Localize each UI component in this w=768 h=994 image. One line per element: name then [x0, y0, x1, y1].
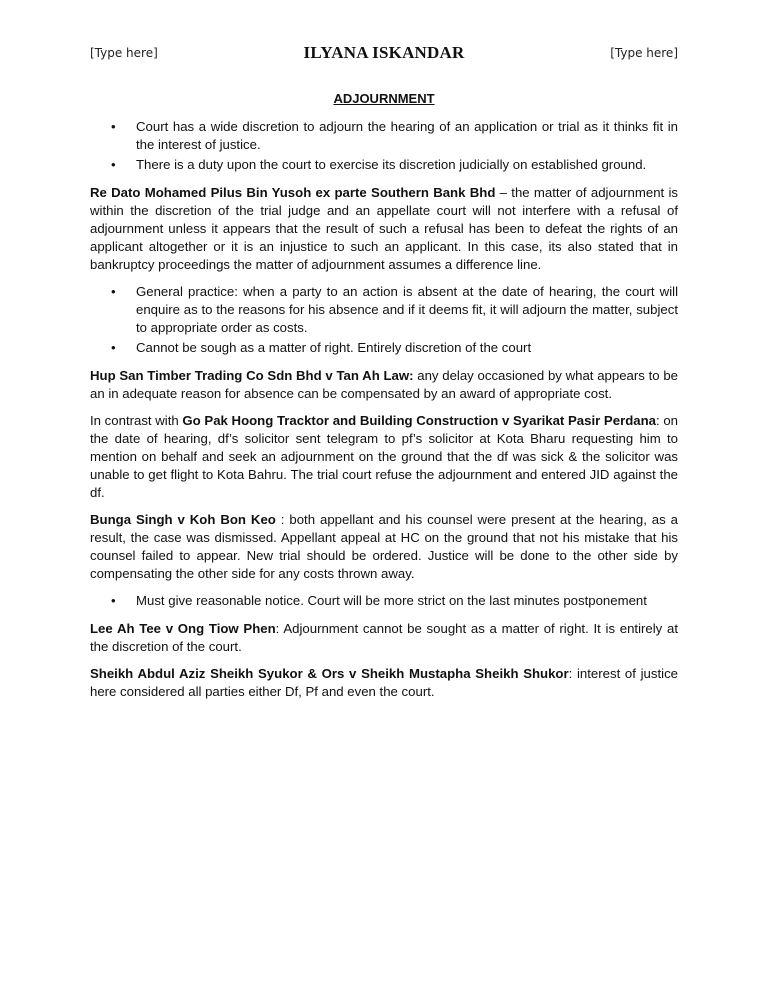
bullet-list-2 — [90, 283, 678, 357]
paragraph-lead: In contrast with — [90, 413, 183, 428]
paragraph-text: any delay occasioned by what appears to be an in adequate reason for absence can be compensated by an award of appropriate cost. — [90, 368, 678, 401]
case-name: Sheikh Abdul Aziz Sheikh Syukor & Ors v Sheikh Mustapha Sheikh Shukor — [90, 666, 569, 681]
paragraph-text: : interest of justice here considered all parties either Df, Pf and even the court. — [90, 666, 678, 699]
paragraph-hup-san — [90, 367, 678, 403]
paragraph-bunga-singh — [90, 511, 678, 583]
case-name: Bunga Singh v Koh Bon Keo — [90, 512, 276, 527]
list-item: • There is a duty upon the court to exercise its discretion judicially on established ground. — [136, 156, 678, 174]
case-name: Re Dato Mohamed Pilus Bin Yusoh ex parte Southern Bank Bhd — [90, 185, 496, 200]
list-item: • General practice: when a party to an action is absent at the date of hearing, the court will enquire as to the reasons for his absence and if it deems fit, it will adjourn the matter, subject to appropriate order as costs. — [136, 283, 678, 337]
bullet-list-1 — [90, 118, 678, 174]
case-name: Lee Ah Tee v Ong Tiow Phen — [90, 621, 276, 636]
header-right: [Type here] — [610, 46, 678, 60]
paragraph-text: : on the date of hearing, df’s solicitor sent telegram to pf’s solicitor at Kota Bharu requesting him to mention on behalf and seek an adjournment on the ground that the df was sick & the solicitor was unable to get flight to Kota Bahru. The trial court refuse the adjournment and entered JID against the df. — [90, 413, 678, 500]
document-title: ADJOURNMENT — [333, 91, 435, 106]
paragraph-sheikh-abdul-aziz — [90, 665, 678, 701]
paragraph-text: – the matter of adjournment is within the discretion of the trial judge and an appellate court will not interfere with a refusal of adjournment unless it appears that the result of such a refusal has been to defeat the rights of an applicant altogether or it is an injustice to such an applicant. In this case, its also stated that in bankruptcy proceedings the matter of adjournment assumes a difference line. — [90, 185, 679, 272]
document-body — [90, 90, 678, 710]
list-item: • Court has a wide discretion to adjourn the hearing of an application or trial as it thinks fit in the interest of justice. — [136, 118, 678, 154]
paragraph-go-pak-hoong — [90, 412, 678, 502]
page-header — [90, 43, 678, 70]
header-left: [Type here] — [90, 46, 158, 60]
paragraph-lee-ah-tee — [90, 620, 678, 656]
paragraph-text: : both appellant and his counsel were present at the hearing, as a result, the case was dismissed. Appellant appeal at HC on the ground that not his mistake that his counsel failed to appear. New trial should be ordered. Justice will be done to the other side by compensating the other side for any costs thrown away. — [90, 512, 678, 581]
case-name: Go Pak Hoong Tracktor and Building Construction v Syarikat Pasir Perdana — [182, 413, 656, 428]
header-author: ILYANA ISKANDAR — [303, 43, 465, 62]
list-item: • Must give reasonable notice. Court will be more strict on the last minutes postponement — [136, 592, 678, 610]
bullet-list-3 — [90, 592, 678, 610]
paragraph-text: : Adjournment cannot be sought as a matter of right. It is entirely at the discretion of the court. — [90, 621, 679, 654]
paragraph-re-dato — [90, 184, 678, 274]
case-name: Hup San Timber Trading Co Sdn Bhd v Tan Ah Law: — [90, 368, 414, 383]
list-item: • Cannot be sough as a matter of right. Entirely discretion of the court — [136, 339, 678, 357]
